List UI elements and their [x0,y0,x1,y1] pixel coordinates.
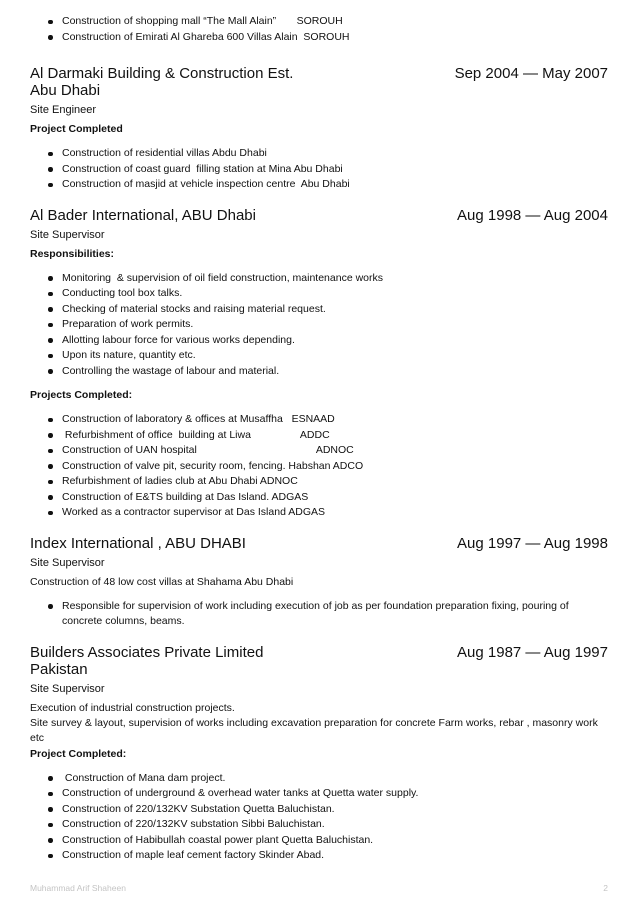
project-list [30,771,608,864]
list-item: Construction of UAN hospital ADNOC [30,443,608,459]
list-item: Construction of Habibullah coastal power plant Quetta Baluchistan. [30,833,608,849]
list-item: Worked as a contractor supervisor at Das Island ADGAS [30,505,608,521]
job-header [30,65,608,99]
job-role: Site Supervisor [30,682,105,695]
list-item: Preparation of work permits. [30,317,608,333]
job-role: Site Supervisor [30,556,105,569]
list-item: Construction of laboratory & offices at Musaffha ESNAAD [30,412,608,428]
section-label: Projects Completed: [30,389,133,401]
job-description: Execution of industrial construction projects. [30,701,235,714]
list-item: Controlling the wastage of labour and material. [30,364,608,380]
list-item: Construction of underground & overhead water tanks at Quetta water supply. [30,786,608,802]
resume-page [30,14,608,864]
job-dates: Aug 1997 — Aug 1998 [457,534,608,552]
job-dates: Aug 1998 — Aug 2004 [457,206,608,224]
footer-author: Muhammad Arif Shaheen [30,883,126,893]
job-role: Site Supervisor [30,228,105,241]
responsibility-list [30,599,608,630]
job-role: Site Engineer [30,104,97,116]
list-item: Construction of Mana dam project. [30,771,608,787]
job-header [30,535,608,552]
company-name: Al Bader International, ABU Dhabi [30,206,256,224]
list-item: Construction of coast guard filling station at Mina Abu Dhabi [30,162,608,178]
company-name: Al Darmaki Building & Construction Est. Abu Dhabi [30,65,294,99]
list-item: Construction of Emirati Al Ghareba 600 Villas Alain SOROUH [30,30,608,46]
list-item: Construction of shopping mall “The Mall Alain” SOROUH [30,14,608,30]
list-item: Refurbishment of office building at Liwa ADDC [30,428,608,444]
job-header [30,207,608,224]
list-item: Conducting tool box talks. [30,286,608,302]
project-list [30,146,608,193]
list-item: Construction of valve pit, security room, fencing. Habshan ADCO [30,459,608,475]
company-name: Builders Associates Private Limited Pakistan [30,643,264,678]
page-number: 2 [603,883,608,893]
job-al-bader [30,207,608,521]
list-item: Construction of 220/132KV substation Sibbi Baluchistan. [30,817,608,833]
responsibility-list [30,271,608,380]
job-dates: Sep 2004 — May 2007 [454,65,608,82]
company-name: Index International , ABU DHABI [30,534,246,552]
job-description: Site survey & layout, supervision of works including excavation preparation for concrete Farm works, rebar , masonry work etc [30,716,598,744]
list-item: Construction of residential villas Abdu Dhabi [30,146,608,162]
list-item: Construction of masjid at vehicle inspection centre Abu Dhabi [30,177,608,193]
list-item: Refurbishment of ladies club at Abu Dhabi ADNOC [30,474,608,490]
job-dates: Aug 1987 — Aug 1997 [457,643,608,661]
list-item: Construction of maple leaf cement factory Skinder Abad. [30,848,608,864]
section-label: Project Completed: [30,747,127,760]
list-item: Monitoring & supervision of oil field construction, maintenance works [30,271,608,287]
list-item: Construction of 220/132KV Substation Quetta Baluchistan. [30,802,608,818]
job-al-darmaki [30,65,608,193]
page-footer [30,883,608,893]
list-item: Upon its nature, quantity etc. [30,348,608,364]
top-project-list [30,14,608,45]
job-description: Construction of 48 low cost villas at Shahama Abu Dhabi [30,575,294,588]
list-item: Responsible for supervision of work including execution of job as per foundation preparation fixing, pouring of concrete columns, beams. [30,599,608,630]
list-item: Construction of E&TS building at Das Island. ADGAS [30,490,608,506]
project-list [30,412,608,521]
list-item: Allotting labour force for various works depending. [30,333,608,349]
list-item: Checking of material stocks and raising material request. [30,302,608,318]
job-index-international [30,535,608,630]
job-header [30,644,608,678]
section-label: Responsibilities: [30,247,115,260]
section-label: Project Completed [30,123,123,135]
job-builders-associates [30,644,608,864]
